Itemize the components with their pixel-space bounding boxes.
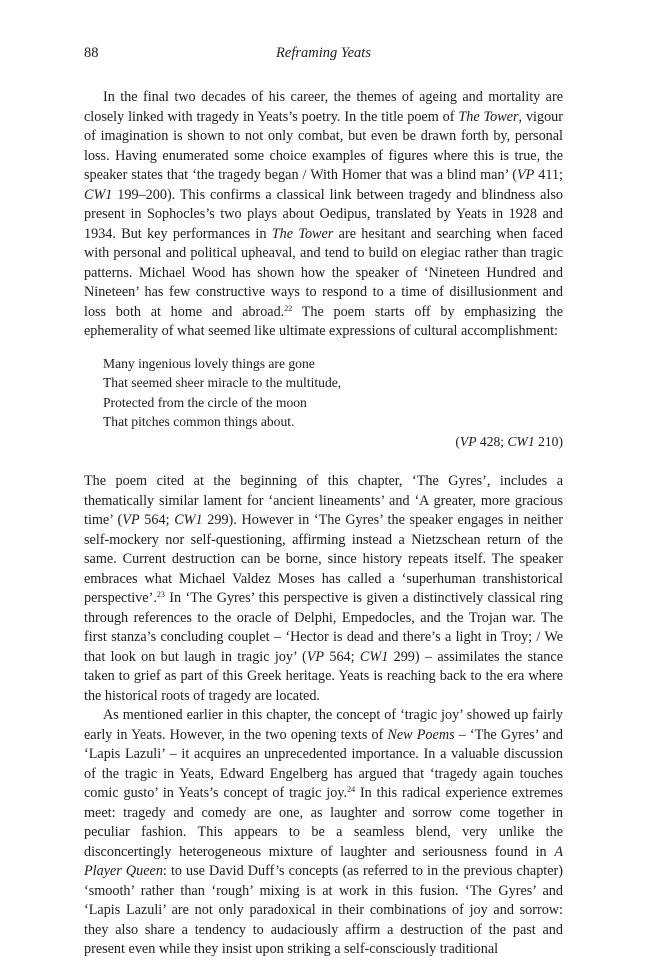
paragraph-2-text: The poem cited at the beginning of this chapter, ‘The Gyres’, includes a thematically similar lament for ‘ancient lineaments’ and ‘A greater, more gracious time’ ( — [84, 473, 563, 528]
paragraph-1-text: 411; — [534, 167, 563, 183]
paragraph-1-text: The poem starts off by emphasizing the ephemerality of what seemed like ultimate expressions of cultural accomplishment: — [84, 303, 563, 339]
paragraph-3-text: As mentioned earlier in this chapter, the concept of ‘tragic joy’ showed up fairly early in Yeats. However, in the two opening texts of — [84, 707, 563, 743]
citation-text: 210) — [534, 433, 563, 449]
abbrev-vp: VP — [516, 167, 535, 183]
paragraph-1 — [84, 88, 563, 342]
paragraph-1-text: 199–200). This confirms a classical link between tragedy and blindness also present in Sophocles’s two plays about Oedipus, translated by Yeats in 1928 and 1934. But key performances in — [84, 186, 563, 242]
paragraph-2-text: 564; — [139, 512, 175, 528]
abbrev-vp: VP — [459, 433, 477, 449]
book-title-new-poems: New Poems — [387, 726, 455, 743]
paragraph-3 — [84, 706, 563, 960]
page-number: 88 — [84, 45, 99, 61]
book-title-the-tower: The Tower — [271, 225, 334, 242]
citation-text: ( — [455, 433, 460, 449]
book-title-a-player-queen: A Player Queen — [84, 843, 563, 879]
abbrev-vp: VP — [122, 512, 140, 528]
block-quote — [103, 354, 563, 432]
abbrev-cw1: CW1 — [359, 648, 389, 665]
page-body — [84, 88, 563, 960]
paragraph-2 — [84, 472, 563, 706]
citation-text: 428; — [476, 433, 508, 449]
running-title: Reframing Yeats — [276, 45, 371, 61]
paragraph-3-text: : to use David Duff’s concepts (as referred to in the previous chapter) ‘smooth’ rather than ‘rough’ mixing is at work in this fusion. ‘The Gyres’ and ‘Lapis Lazuli’ are not only paradoxical in their combinations of joy and sorrow: they also share a tendency to audaciously affirm a destruction of the past and present even while they insist upon striking a self-consciously traditional — [84, 863, 563, 957]
abbrev-vp: VP — [306, 648, 325, 665]
paragraph-2-text: 564; — [324, 648, 360, 665]
footnote-ref-22[interactable]: 22 — [284, 303, 293, 313]
paragraph-2-text: In ‘The Gyres’ this perspective is given a distinctively classical ring through references to the oracle of Delphi, Empedocles, and the Trojan war. The first stanza’s concluding couplet – ‘Hector is dead and there’s a light in Troy; / We that look on but laugh in tragic joy’ ( — [84, 590, 563, 665]
quote-line: That seemed sheer miracle to the multitude, — [103, 375, 342, 390]
paragraph-1-text: , vigour of imagination is shown to not only combat, but even be drawn forth by, personal loss. Having enumerated some choice examples of figures where this is true, the speaker states that ‘the tragedy began / With Homer that was a blind man’ ( — [84, 108, 563, 183]
paragraph-2-text: 299). However in ‘The Gyres’ the speaker engages in neither self-mockery nor self-questioning, affirming instead a Nietzschean return of the same. Current destruction can be borne, since history repeats itself. The speaker embraces what Michael Valdez Moses has called a ‘superhuman transhistorical perspective’. — [84, 512, 563, 606]
running-header — [84, 45, 563, 65]
quote-line: Many ingenious lovely things are gone — [103, 355, 315, 371]
quote-line: Protected from the circle of the moon — [103, 394, 307, 410]
footnote-ref-23[interactable]: 23 — [156, 590, 165, 599]
paragraph-3-text: In this radical experience extremes meet: tragedy and comedy are one, as laughter and sorrow come together in peculiar fashion. This appears to be a seamless blend, very unlike the disconcertingly heterogeneous mixture of laughter and seriousness found in — [84, 785, 563, 860]
paragraph-1-text: are hesitant and searching when faced with personal and political upheaval, and tend to build on elegiac rather than tragic patterns. Michael Wood has shown how the speaker of ‘Nineteen Hundred and Nineteen’ has few constructive ways to respond to a time of disillusionment and loss both at home and abroad. — [84, 225, 564, 320]
footnote-ref-24[interactable]: 24 — [347, 785, 356, 794]
abbrev-cw1: CW1 — [84, 186, 113, 203]
quote-citation — [84, 432, 563, 452]
paragraph-3-text: – ‘The Gyres’ and ‘Lapis Lazuli’ – it acquires an unprecedented importance. In a valuable discussion of the tragic in Yeats, Edward Engelberg has argued that ‘tragedy again touches comic gusto’ in Yeats’s concept of tragic joy. — [84, 726, 563, 801]
paragraph-1-text: In the final two decades of his career, the themes of ageing and mortality are closely linked with tragedy in Yeats’s poetry. In the title poem of — [84, 89, 563, 125]
book-title-the-tower: The Tower — [458, 108, 519, 125]
quote-line: That pitches common things about. — [103, 414, 295, 429]
paragraph-2-text: 299) – assimilates the stance taken to grief as part of this Greek heritage. Yeats is reaching back to the era where the historical roots of tragedy are located. — [84, 648, 563, 704]
abbrev-cw1: CW1 — [174, 512, 203, 528]
abbrev-cw1: CW1 — [507, 433, 535, 449]
